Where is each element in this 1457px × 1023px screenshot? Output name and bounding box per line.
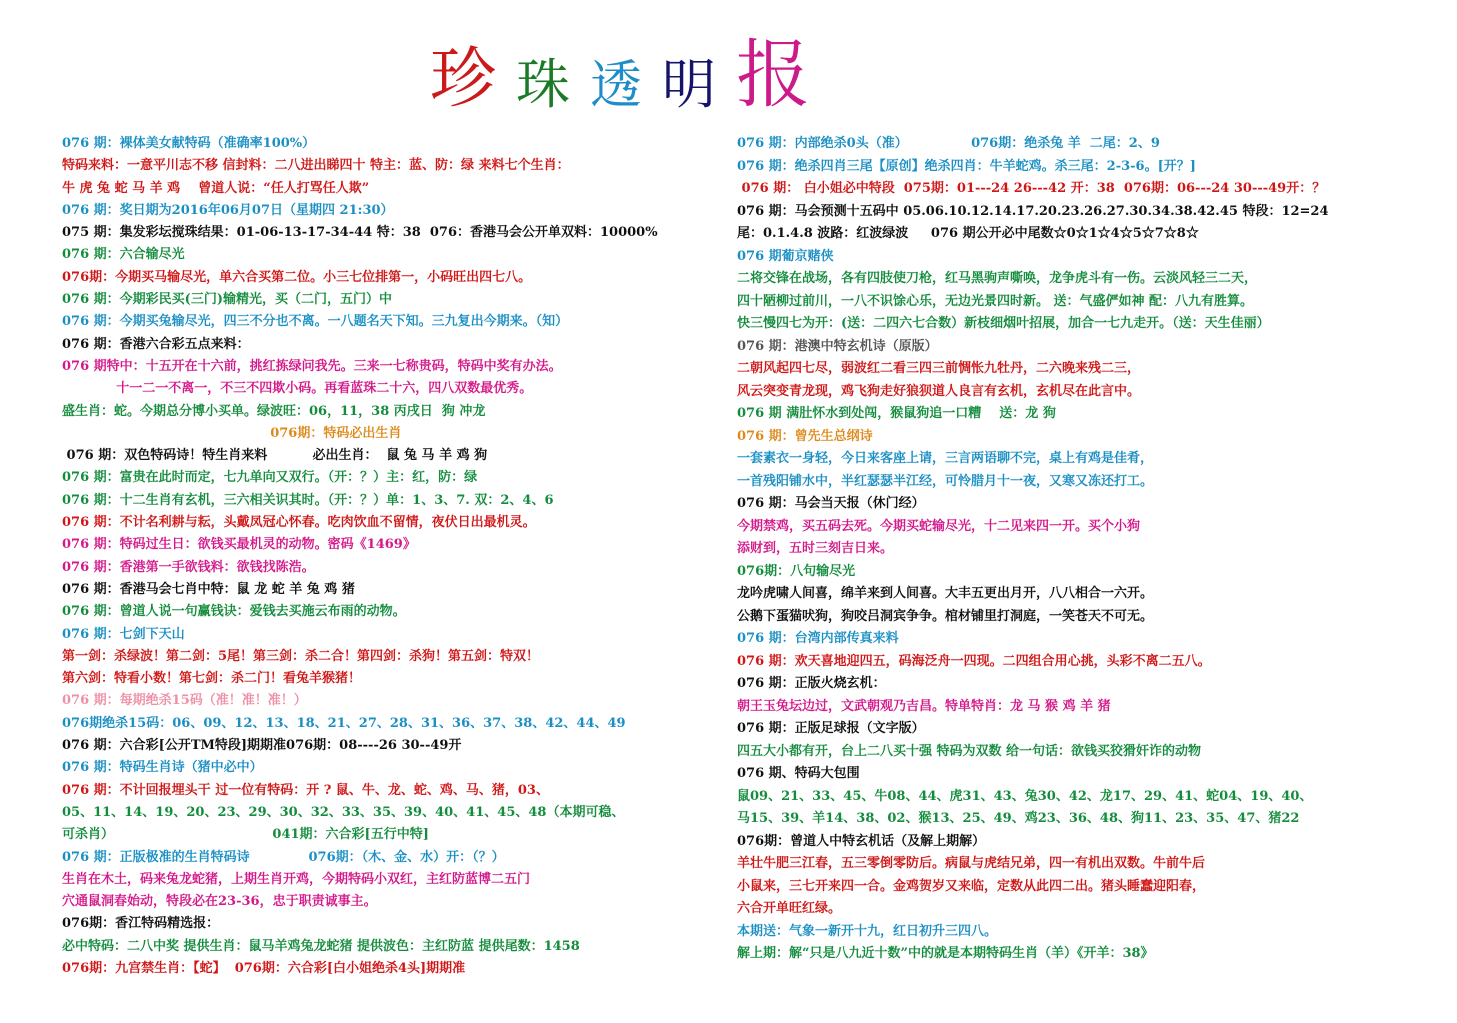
left-line: 076 期：富贵在此时而定，七九单向又双行。（开：？）主：红，防：绿 xyxy=(62,470,478,486)
right-line: 076 期： 白小姐必中特段 075期：01---24 26---42 开：38 076期：06---24 30---49开：？ xyxy=(737,181,1326,196)
right-line: 076 期：正版火烧玄机： xyxy=(737,676,886,691)
right-line: 076 期：正版足球报（文字版） xyxy=(737,721,925,736)
left-line: 075 期：集发彩坛搅珠结果：01-06-13-17-34-44 特：38 076：香港马会公开单双料：10000% xyxy=(62,225,658,241)
left-line: 076 期：特码过生日：欲钱买最机灵的动物。密码《1469》 xyxy=(62,537,416,553)
right-line: 朝王玉兔坛边过，文武朝观乃吉昌。特单特肖：龙 马 猴 鸡 羊 猪 xyxy=(737,698,1111,714)
right-line: 076 期 满肚怀水到处闯，猴鼠狗追一口糟 送：龙 狗 xyxy=(737,406,1056,421)
left-line: 076 期：不计回报埋头干 过一位有特码：开 ? 鼠、牛、龙、蛇、鸡、马、猪，03、 xyxy=(62,782,549,798)
left-line: 076期：特码必出生肖 xyxy=(62,425,402,441)
left-line: 076 期：十二生肖有玄机，三六相关识其时。（开：？）单：1、3、7. 双：2、4、6 xyxy=(62,492,554,508)
right-line: 二将交锋在战场，各有四肢使刀枪，红马黑驹声嘶唤，龙争虎斗有一伤。云淡风轻三二天， xyxy=(737,271,1258,286)
left-line: 076 期：今期买兔输尽光，四三不分也不离。一八题名天下知。三九复出今期来。（知） xyxy=(62,314,569,330)
right-line: 一套素衣一身轻，今日来客座上请，三言两语聊不完，桌上有鸡是佳肴， xyxy=(737,451,1154,466)
title-char-1: 珍 xyxy=(430,40,496,117)
right-line: 快三慢四七为开：(送：二四六七合数）新枝细烟叶招展，加合一七九走开。（送：天生佳丽） xyxy=(737,316,1270,331)
left-line: 076 期：曾道人说一句赢钱诀：爱钱去买施云布雨的动物。 xyxy=(62,604,406,620)
left-line: 076 期：七剑下天山 xyxy=(62,626,185,642)
left-line: 076 期：香港马会七肖中特：鼠 龙 蛇 羊 兔 鸡 猪 xyxy=(62,581,355,597)
right-column xyxy=(737,133,1437,966)
right-line: 公鹅下蛋猫吠狗，狗咬吕洞宾争争。棺材铺里打洞庭，一笑苍天不可无。 xyxy=(737,608,1154,624)
left-line: 生肖在木土，码来兔龙蛇猪，上期生肖开鸡，今期特码小双红，主红防蓝博二五门 xyxy=(62,871,531,887)
left-line: 076期：九宫禁生肖：【蛇】 076期：六合彩[白小姐绝杀4头]期期准 xyxy=(62,960,466,976)
right-line: 六合开单旺红绿。 xyxy=(737,901,842,916)
left-line: 076 期：不计名利耕与耘，头戴凤冠心怀春。吃肉饮血不留情，夜伏日出最机灵。 xyxy=(62,515,536,531)
left-line: 076 期：奖日期为2016年06月07日（星期四 21:30） xyxy=(62,202,394,218)
right-line: 076 期：马会预测十五码中 05.06.10.12.14.17.20.23.26.27.30.34.38.42.45 特段：12=24 xyxy=(737,203,1329,219)
left-line: 盛生肖：蛇。今期总分博小买单。绿波旺：06，11，38 丙戌日 狗 冲龙 xyxy=(62,403,486,419)
left-line: 076 期：香港第一手欲钱料：欲钱找陈浩。 xyxy=(62,559,315,575)
right-line: 龙吟虎啸人间喜，绵羊来到人间喜。大丰五更出月开，八八相合一六开。 xyxy=(737,586,1154,601)
right-line: 本期送：气象一新开十九，红日初升三四八。 xyxy=(737,923,998,939)
right-line: 今期禁鸡，买五码去死。今期买蛇输尽光，十二见来四一开。买个小狗 xyxy=(737,518,1141,534)
left-line: 第六剑：特看小数！第七剑：杀二门！看兔羊猴猪！ xyxy=(62,671,362,687)
left-line: 076 期：双色特码诗！特生肖来料 必出生肖： 鼠 兔 马 羊 鸡 狗 xyxy=(62,448,488,464)
left-line: 076 期：正版极准的生肖特码诗 076期：（木、金、水）开：（？） xyxy=(62,849,505,865)
left-line: 076期绝杀15码：06、09、12、13、18、21、27、28、31、36、37、38、42、44、49 xyxy=(62,715,626,731)
page-title xyxy=(430,32,830,118)
right-line: 四五大小都有开，台上二八买十强 特码为双数 给一句话：欲钱买狡猾奸诈的动物 xyxy=(737,743,1202,759)
left-line: 076期：香江特码精选报： xyxy=(62,916,220,932)
right-line: 076 期：马会当天报（休门经） xyxy=(737,496,925,511)
left-line: 076期：今期买马输尽光，单六合买第二位。小三七位排第一，小码旺出四七八。 xyxy=(62,269,532,285)
left-line: 牛 虎 兔 蛇 马 羊 鸡 曾道人说：“任人打骂任人欺” xyxy=(62,180,370,196)
left-line: 05、11、14、19、20、23、29、30、32、33、35、39、40、41、45、48（本期可稳、 xyxy=(62,804,625,820)
left-line: 穴通鼠洞春始动，特段必在23-36，忠于职责诚事主。 xyxy=(62,894,377,910)
left-line: 076 期：每期绝杀15码（准！准！准！） xyxy=(62,693,307,709)
right-line: 马15、39、羊14、38、02、猴13、25、49、鸡23、36、48、狗11、23、35、47、猪22 xyxy=(737,811,1300,826)
left-column xyxy=(62,133,722,980)
right-line: 风云突变青龙现，鸡飞狗走好狼狈道人良言有玄机，玄机尽在此言中。 xyxy=(737,383,1141,399)
right-line: 076 期：台湾内部传真来料 xyxy=(737,631,899,646)
left-line: 十一二一不离一，不三不四欺小码。再看蓝珠二十六，四八双数最优秀。 xyxy=(62,381,533,397)
right-line: 四十陋柳过前川，一八不识馀心乐，无边光景四时新。 送：气盛俨如神 配：八九有胜算。 xyxy=(737,293,1254,309)
left-line: 076 期：今期彩民买(三门)输精光，买（二门，五门）中 xyxy=(62,292,392,308)
right-line: 076期：八句输尽光 xyxy=(737,563,856,579)
right-line: 二朝风起四七尽，弱波红二看三四三前惆怅九牡丹，二六晚来残二三， xyxy=(737,361,1141,376)
right-line: 小鼠来，三七开来四一合。金鸡贺岁又来临，定数从此四二出。猪头睡蠢迎阳春， xyxy=(737,878,1206,894)
right-line: 076 期：曾先生总纲诗 xyxy=(737,428,873,444)
right-line: 076 期：港澳中特玄机诗（原版） xyxy=(737,338,938,354)
left-line: 必中特码：二八中奖 提供生肖：鼠马羊鸡兔龙蛇猪 提供波色：主红防蓝 提供尾数：1458 xyxy=(62,938,580,954)
left-line: 076 期：特码生肖诗（猪中必中） xyxy=(62,760,263,776)
right-line: 076 期：绝杀四肖三尾【原创】绝杀四肖：牛羊蛇鸡。杀三尾：2-3-6。[开？] xyxy=(737,158,1196,174)
right-line: 076 期葡京赌侠 xyxy=(737,248,834,264)
right-line: 羊壮牛肥三江春，五三零倒零防后。病鼠与虎结兄弟，四一有机出双数。牛前牛后 xyxy=(737,856,1206,871)
title-char-3: 透 xyxy=(590,56,643,116)
right-line: 尾：0.1.4.8 波路：红波绿波 076 期公开必中尾数☆0☆1☆4☆5☆7☆8☆ xyxy=(737,226,1199,241)
left-line: 076 期：香港六合彩五点来料： xyxy=(62,336,250,352)
right-line: 076 期：欢天喜地迎四五，码海泛舟一四现。二四组合用心挑，头彩不离二五八。 xyxy=(737,653,1211,669)
right-line: 鼠09、21、33、45、牛08、44、虎31、43、兔30、42、龙17、29、41、蛇04、19、40、 xyxy=(737,788,1313,804)
left-line: 076 期：六合输尽光 xyxy=(62,247,185,263)
title-char-2: 珠 xyxy=(516,53,570,116)
title-char-5: 报 xyxy=(736,32,811,118)
left-line: 076 期特中：十五开在十六前，挑红拣绿问我先。三来一七称贵码，特码中奖有办法。 xyxy=(62,358,562,374)
right-line: 076期：曾道人中特玄机话（及解上期解） xyxy=(737,833,986,849)
left-line: 076 期：裸体美女献特码（准确率100%） xyxy=(62,136,316,151)
left-line: 第一剑：杀绿波！第二剑：5尾！第三剑：杀二合！第四剑：杀狗！第五剑：特双！ xyxy=(62,648,540,664)
right-line: 添财到，五时三刻吉日来。 xyxy=(737,541,894,556)
title-char-4: 明 xyxy=(662,53,717,116)
left-line: 可杀肖） 041期：六合彩[五行中特] xyxy=(62,827,429,843)
right-line: 解上期：解“只是八九近十数”中的就是本期特码生肖（羊）《开羊：38》 xyxy=(737,946,1154,961)
right-line: 076 期、特码大包围 xyxy=(737,766,860,781)
left-line: 076 期：六合彩[公开TM特段]期期准076期：08----26 30--49开 xyxy=(62,738,462,754)
right-line: 一首残阳铺水中，半红瑟瑟半江经，可怜腊月十一夜，又寒又冻还打工。 xyxy=(737,473,1154,489)
left-line: 特码来料：一意平川志不移 信封料：二八进出睇四十 特主：蓝、防：绿 来料七个生肖： xyxy=(62,158,570,174)
right-line: 076 期：内部绝杀0头（准） 076期：绝杀兔 羊 二尾：2、9 xyxy=(737,136,1160,151)
